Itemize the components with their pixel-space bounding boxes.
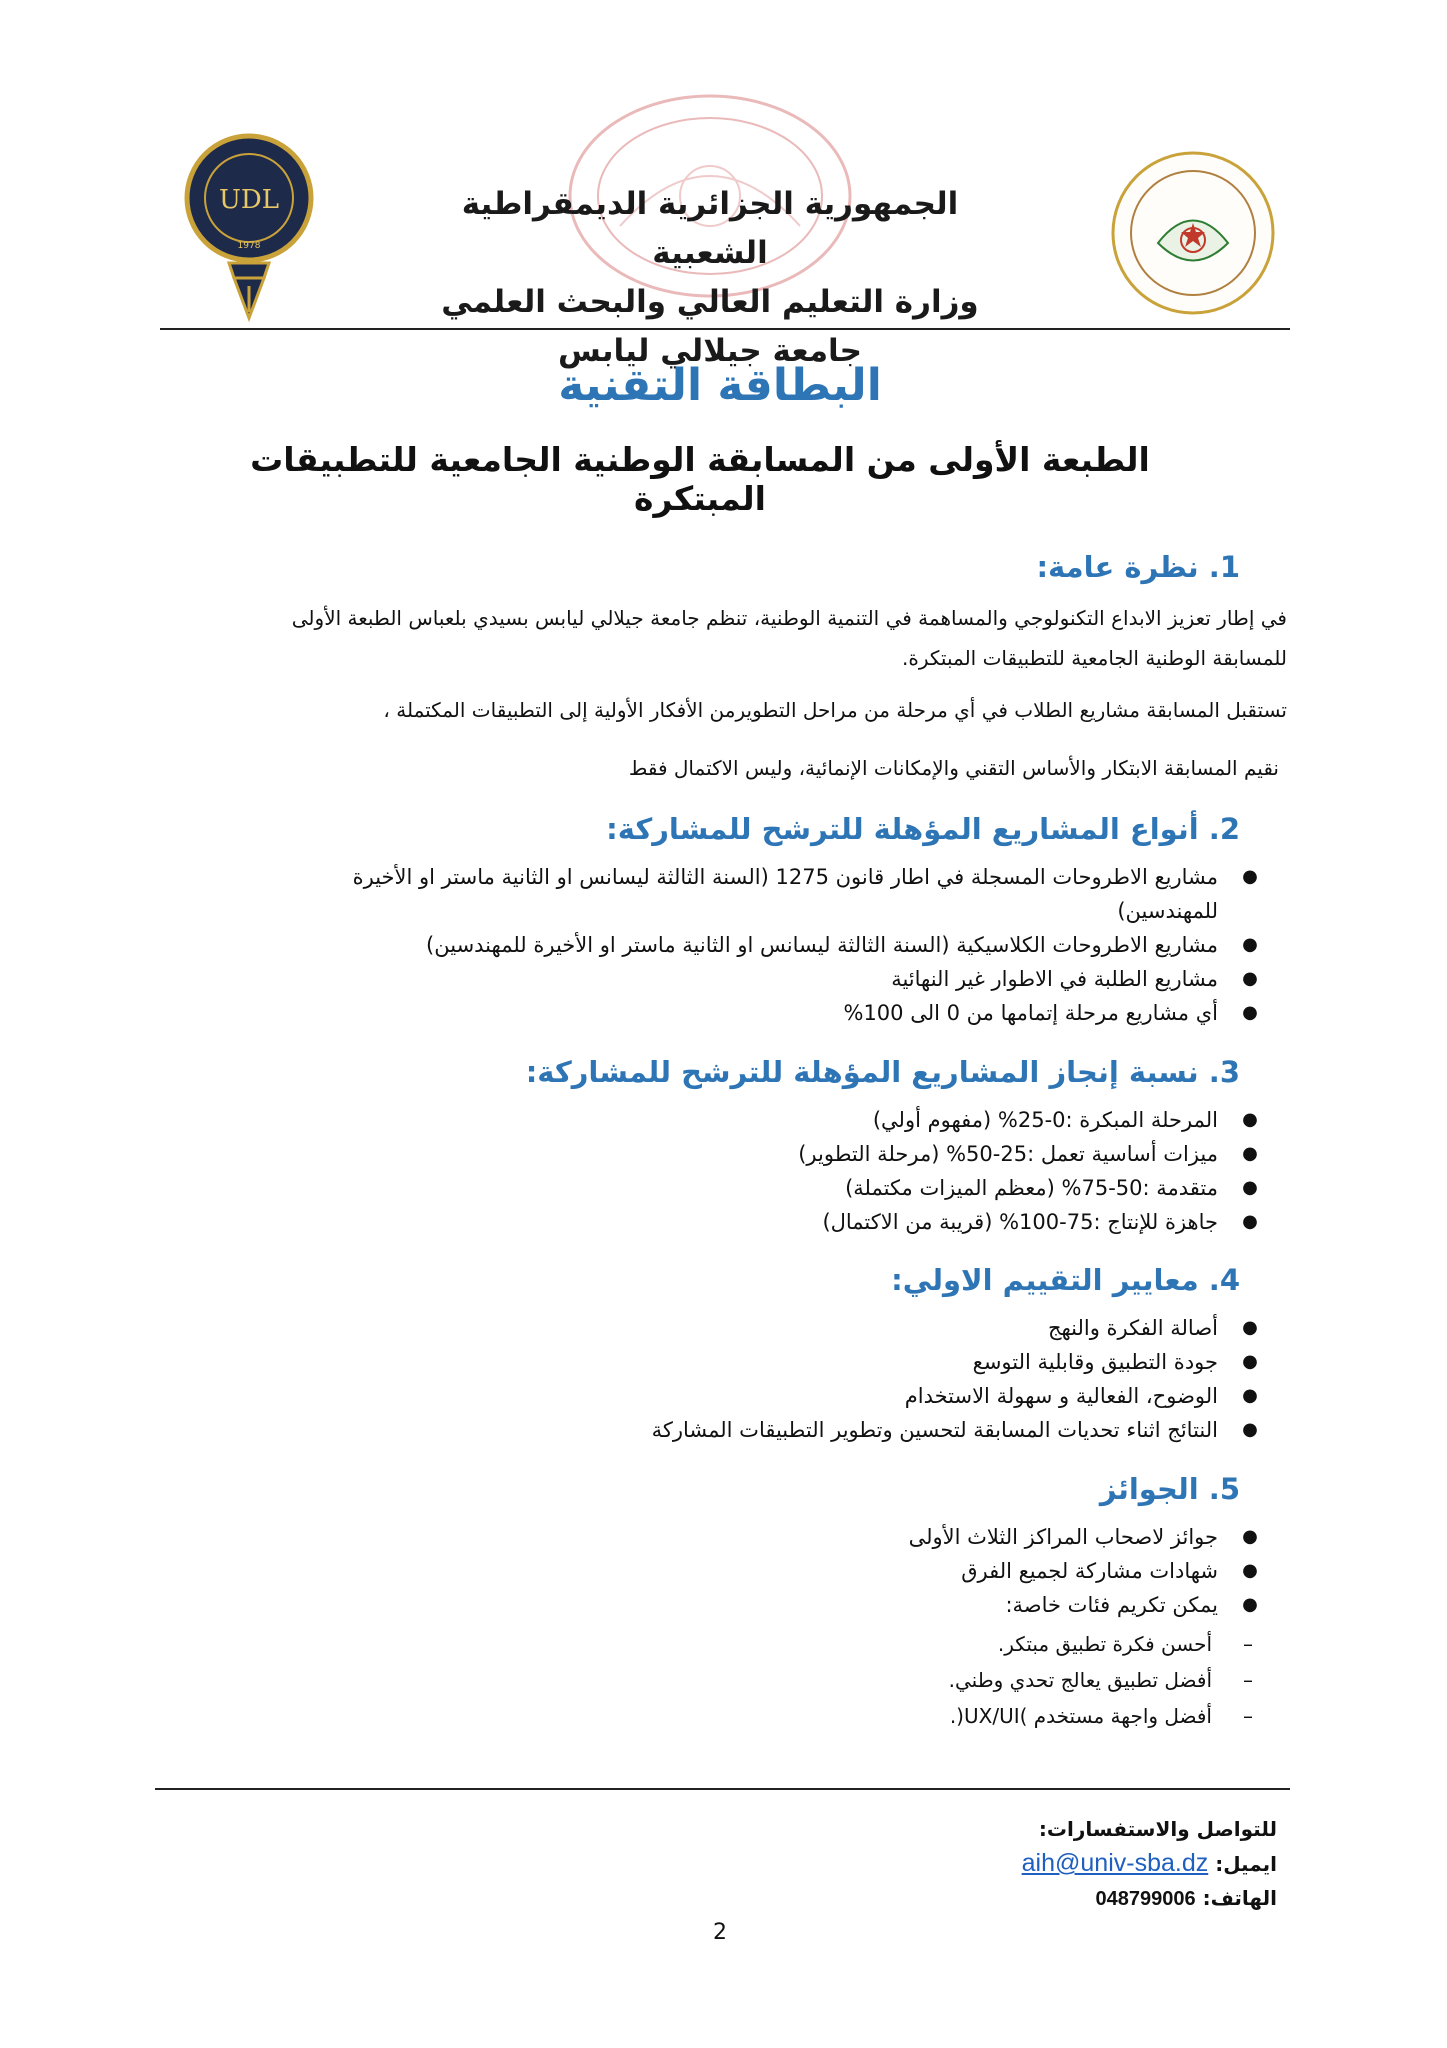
bullet-icon: ● (1242, 1419, 1258, 1440)
section-4-heading: 4. معايير التقييم الاولي: (891, 1263, 1240, 1297)
page-number: 2 (713, 1920, 727, 1945)
list-item: ● جاهزة للإنتاج :75-100% (قريبة من الاكتمال) (280, 1205, 1270, 1239)
bullet-icon: ● (1242, 1594, 1258, 1615)
section-2-list (280, 860, 1270, 1030)
bullet-icon: ● (1242, 1351, 1258, 1372)
section-5-list (280, 1520, 1270, 1622)
contact-phone-row (1022, 1881, 1277, 1916)
list-item: ● أصالة الفكرة والنهج (280, 1311, 1270, 1345)
header-ministry: وزارة التعليم العالي والبحث العلمي (441, 284, 979, 320)
section-1-paragraph-3: نقيم المسابقة الابتكار والأساس التقني والإمكانات الإنمائية، وليس الاكتمال فقط (628, 756, 1279, 780)
list-item: ● شهادات مشاركة لجميع الفرق (280, 1554, 1270, 1588)
sub-list-item: – أحسن فكرة تطبيق مبتكر. (280, 1626, 1270, 1662)
bullet-icon: ● (1242, 1526, 1258, 1547)
list-item: ● أي مشاريع مرحلة إتمامها من 0 الى 100% (280, 996, 1270, 1030)
email-link[interactable]: aih@univ-sba.dz (1021, 1849, 1209, 1877)
list-item: ● الوضوح، الفعالية و سهولة الاستخدام (280, 1379, 1270, 1413)
section-3-heading: 3. نسبة إنجاز المشاريع المؤهلة للترشح للمشاركة: (525, 1055, 1240, 1089)
section-5-sublist (280, 1626, 1270, 1734)
list-item: ● مشاريع الطلبة في الاطوار غير النهائية (280, 962, 1270, 996)
header (400, 180, 1020, 376)
dash-icon: – (1243, 1632, 1253, 1656)
email-label: ايميل: (1215, 1852, 1277, 1876)
sub-list-item: – أفضل واجهة مستخدم )UX/UI(. (280, 1698, 1270, 1734)
list-item: ● مشاريع الاطروحات المسجلة في اطار قانون 1275 (السنة الثالثة ليسانس او الثانية ماستر او الأخيرة للمهندسين) (280, 860, 1270, 928)
ministry-seal (1108, 148, 1278, 322)
header-republic: الجمهورية الجزائرية الديمقراطية الشعبية (461, 186, 959, 271)
bullet-icon: ● (1242, 1385, 1258, 1406)
bullet-icon: ● (1242, 934, 1258, 955)
contact-heading: للتواصل والاستفسارات: (1038, 1817, 1277, 1841)
bullet-icon: ● (1242, 1143, 1258, 1164)
phone-number: 048799006 (1095, 1888, 1196, 1910)
header-rule (160, 328, 1290, 330)
bullet-icon: ● (1242, 968, 1258, 989)
list-item: ● النتائج اثناء تحديات المسابقة لتحسين وتطوير التطبيقات المشاركة (280, 1413, 1270, 1447)
university-logo (184, 128, 314, 332)
phone-label: الهاتف: (1202, 1886, 1277, 1910)
bullet-icon: ● (1242, 1002, 1258, 1023)
list-item: ● يمكن تكريم فئات خاصة: (280, 1588, 1270, 1622)
contact-block (1022, 1812, 1277, 1916)
sub-list-item: – أفضل تطبيق يعالج تحدي وطني. (280, 1662, 1270, 1698)
logo-year: 1978 (237, 241, 261, 251)
page-title: البطاقة التقنية (558, 360, 882, 411)
contact-email-row (1022, 1846, 1277, 1881)
logo-text: UDL (218, 185, 280, 215)
section-1-heading: 1. نظرة عامة: (1036, 550, 1240, 584)
list-item: ● متقدمة :50-75% (معظم الميزات مكتملة) (280, 1171, 1270, 1205)
section-1-paragraph-1: في إطار تعزيز الابداع التكنولوجي والمساهمة في التنمية الوطنية، تنظم جامعة جيلالي ليابس بسيدي بلعباس الطبعة الأولى للمسابقة الوطنية الجامعية للتطبيقات المبتكرة. (291, 606, 1287, 670)
section-1-paragraph-2: تستقبل المسابقة مشاريع الطلاب في أي مرحلة من مراحل التطويرمن الأفكار الأولية إلى التطبيقات المكتملة ، (383, 698, 1287, 722)
section-4-list (280, 1311, 1270, 1447)
bullet-icon: ● (1242, 1109, 1258, 1130)
bullet-icon: ● (1242, 866, 1258, 887)
dash-icon: – (1243, 1668, 1253, 1692)
bullet-icon: ● (1242, 1177, 1258, 1198)
list-item: ● جوائز لاصحاب المراكز الثلاث الأولى (280, 1520, 1270, 1554)
list-item: ● المرحلة المبكرة :0-25% (مفهوم أولي) (280, 1103, 1270, 1137)
list-item: ● جودة التطبيق وقابلية التوسع (280, 1345, 1270, 1379)
dash-icon: – (1243, 1704, 1253, 1728)
section-2-heading: 2. أنواع المشاريع المؤهلة للترشح للمشاركة: (606, 812, 1240, 846)
footer-rule (155, 1788, 1290, 1790)
header-university: جامعة جيلالي ليابس (558, 333, 862, 369)
bullet-icon: ● (1242, 1211, 1258, 1232)
bullet-icon: ● (1242, 1560, 1258, 1581)
section-3-list (280, 1103, 1270, 1239)
bullet-icon: ● (1242, 1317, 1258, 1338)
list-item: ● ميزات أساسية تعمل :25-50% (مرحلة التطوير) (280, 1137, 1270, 1171)
section-5-heading: 5. الجوائز (1099, 1472, 1240, 1506)
page-subtitle: الطبعة الأولى من المسابقة الوطنية الجامعية للتطبيقات المبتكرة (250, 440, 1150, 518)
list-item: ● مشاريع الاطروحات الكلاسيكية (السنة الثالثة ليسانس او الثانية ماستر او الأخيرة للمهندسين) (280, 928, 1270, 962)
